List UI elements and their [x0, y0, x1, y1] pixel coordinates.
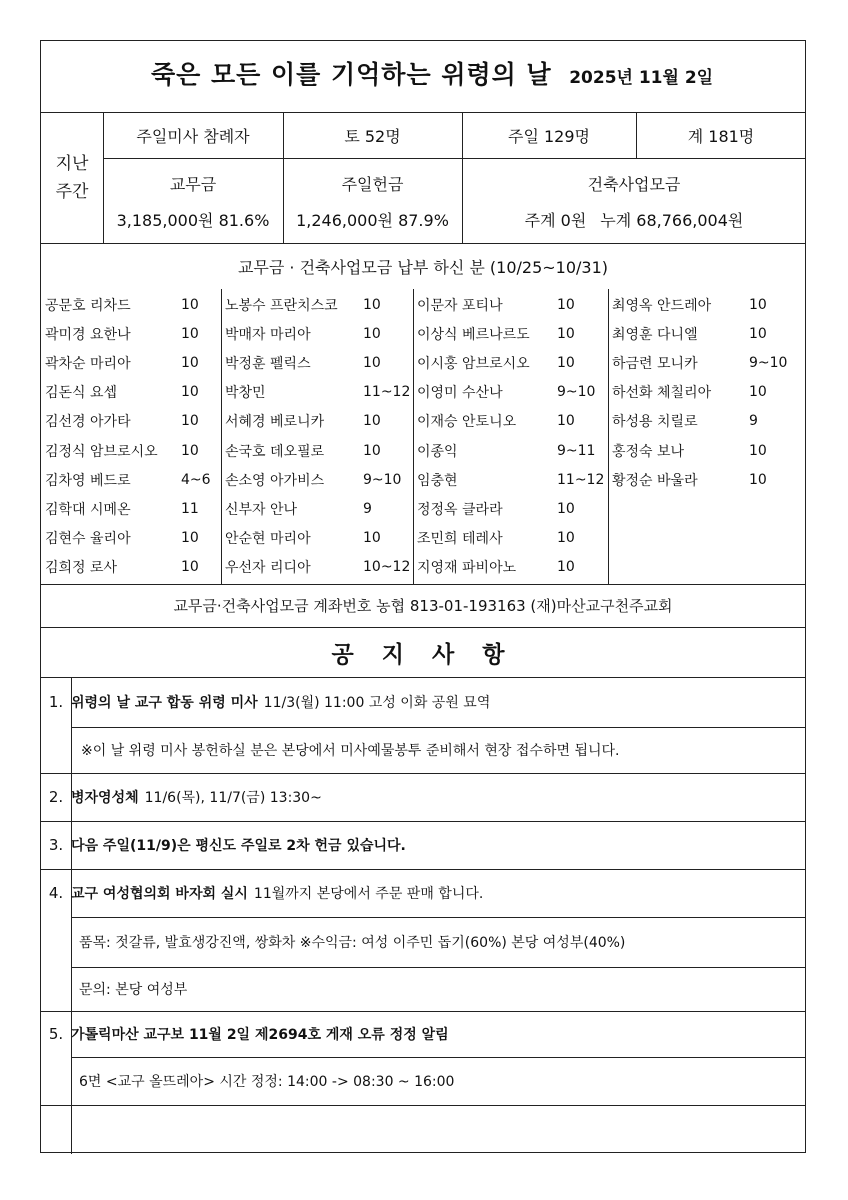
donor-amount: 10 [363, 442, 381, 459]
account-info: 교무금·건축사업모금 계좌번호 농협 813-01-193163 (재)마산교구천주교회 [173, 597, 673, 615]
donor-entry [225, 465, 415, 494]
donor-entry [225, 319, 415, 348]
donor-name: 곽미경 요한나 [45, 326, 131, 343]
donor-entry [45, 553, 235, 582]
donor-amount: 10 [181, 442, 199, 459]
notice-number: 1. [48, 693, 64, 711]
donor-name: 안순현 마리아 [225, 531, 311, 548]
donor-name: 김선경 아가타 [45, 414, 131, 431]
donor-entry [612, 348, 802, 377]
donor-name: 이영미 수산나 [417, 385, 503, 402]
offering-label: 주일헌금 [341, 174, 404, 194]
donor-amount: 9 [749, 413, 758, 430]
donor-name: 조민희 테레사 [417, 531, 503, 548]
label-line2: 주간 [55, 182, 89, 202]
donor-name: 김현수 율리아 [45, 531, 131, 548]
donor-entry [45, 348, 235, 377]
donor-entry [225, 290, 415, 319]
attendance-label: 주일미사 참례자 [136, 126, 250, 146]
notice-1-sub: ※이 날 위령 미사 봉헌하실 분은 본당에서 미사예물봉투 준비해서 현장 접수하면 됩니다. [81, 743, 620, 759]
donor-entry [45, 494, 235, 523]
bulletin-title [151, 55, 713, 91]
donor-entry [417, 290, 607, 319]
attendance-total: 계 181명 [687, 126, 755, 146]
notice-2-title: 병자영성체 [71, 790, 139, 806]
donor-amount: 10 [749, 296, 767, 313]
donor-entry [225, 407, 415, 436]
donor-entry [225, 436, 415, 465]
donor-name: 이종익 [417, 443, 458, 460]
title-text: 죽은 모든 이를 기억하는 위령의 날 [151, 60, 552, 89]
donor-name: 김희정 로사 [45, 560, 118, 577]
donor-amount: 11 [181, 500, 199, 517]
donor-amount: 10 [749, 442, 767, 459]
donor-name: 공문호 리차드 [45, 297, 131, 314]
donors-heading: 교무금 · 건축사업모금 납부 하신 분 (10/25~10/31) [237, 257, 609, 277]
donor-entry [612, 378, 802, 407]
donor-name: 최영옥 안드레아 [612, 297, 712, 314]
donor-name: 박창민 [225, 385, 266, 402]
donor-name: 이문자 포티나 [417, 297, 503, 314]
donor-entry [45, 378, 235, 407]
notice-3 [71, 821, 406, 869]
notice-number: 2. [48, 788, 64, 806]
donor-entry [417, 553, 607, 582]
notice-5 [71, 1011, 449, 1057]
donor-amount: 10 [363, 530, 381, 547]
donor-amount: 11~12 [557, 471, 605, 488]
donor-amount: 9~10 [749, 354, 788, 371]
donor-entry [612, 436, 802, 465]
label-line1: 지난 [55, 154, 89, 174]
donor-entry [225, 494, 415, 523]
donor-entry [45, 524, 235, 553]
donor-name: 지영재 파비아노 [417, 560, 517, 577]
notice-4-title: 교구 여성협의회 바자회 실시 [71, 886, 248, 902]
donor-name: 이재승 안토니오 [417, 414, 517, 431]
donor-name: 신부자 안나 [225, 501, 298, 518]
donor-amount: 11~12 [363, 384, 411, 401]
donor-name: 이상식 베르나르도 [417, 326, 530, 343]
donor-entry [45, 407, 235, 436]
donor-entry [612, 465, 802, 494]
donor-entry [417, 378, 607, 407]
notice-3-title: 다음 주일(11/9)은 평신도 주일로 2차 헌금 있습니다. [71, 838, 406, 854]
offering-value: 1,246,000원 87.9% [296, 210, 449, 230]
building-values [462, 201, 806, 237]
donor-name: 손소영 아가비스 [225, 472, 325, 489]
donor-entry [417, 524, 607, 553]
donor-amount: 9~10 [363, 471, 402, 488]
donor-amount: 10 [557, 354, 575, 371]
donor-amount: 10 [181, 384, 199, 401]
building-label: 건축사업모금 [587, 174, 681, 194]
dues-value: 3,185,000원 81.6% [116, 210, 270, 230]
notice-1-title: 위령의 날 교구 합동 위령 미사 [71, 695, 258, 711]
last-week-label [41, 113, 103, 243]
donor-entry [45, 290, 235, 319]
notice-number: 3. [48, 836, 64, 854]
dues-label: 교무금 [169, 174, 217, 194]
donor-name: 이시홍 암브로시오 [417, 355, 530, 372]
donor-amount: 10 [749, 384, 767, 401]
donor-entry [417, 348, 607, 377]
donor-name: 김돈식 요셉 [45, 385, 118, 402]
notice-4 [71, 869, 483, 917]
title-date: 2025년 11월 2일 [569, 68, 714, 88]
donor-amount: 10 [181, 413, 199, 430]
notice-2-detail: 11/6(목), 11/7(금) 13:30~ [144, 790, 322, 806]
donor-entry [45, 465, 235, 494]
donor-entry [225, 348, 415, 377]
donor-amount: 10 [181, 296, 199, 313]
notice-number: 4. [48, 884, 64, 902]
donor-name: 박매자 마리아 [225, 326, 311, 343]
donor-amount: 10 [557, 559, 575, 576]
donor-name: 김학대 시메온 [45, 501, 131, 518]
donor-entry [45, 319, 235, 348]
donor-name: 김정식 암브로시오 [45, 443, 158, 460]
donor-amount: 10 [749, 471, 767, 488]
donor-name: 임충현 [417, 472, 458, 489]
building-week: 주계 0원 [524, 210, 587, 230]
donor-amount: 10 [363, 325, 381, 342]
donor-amount: 10 [557, 413, 575, 430]
donor-entry [612, 407, 802, 436]
donor-entry [417, 407, 607, 436]
donor-amount: 10 [557, 325, 575, 342]
notice-1 [71, 677, 490, 727]
donor-name: 하선화 체칠리아 [612, 385, 712, 402]
notice-4-contact: 문의: 본당 여성부 [79, 982, 188, 998]
donor-entry [225, 378, 415, 407]
notice-5-title: 가톨릭마산 교구보 11월 2일 제2694호 게재 오류 정정 알림 [71, 1027, 449, 1043]
donor-amount: 10 [181, 559, 199, 576]
donor-name: 최영훈 다니엘 [612, 326, 698, 343]
notice-4-detail: 11월까지 본당에서 주문 판매 합니다. [253, 886, 484, 902]
donor-name: 서혜경 베로니카 [225, 414, 325, 431]
attendance-sun: 주일 129명 [508, 126, 590, 146]
donor-amount: 10 [181, 530, 199, 547]
donor-entry [417, 436, 607, 465]
notice-5-sub: 6면 <교구 올뜨레아> 시간 정정: 14:00 -> 08:30 ~ 16:00 [79, 1074, 455, 1090]
donor-name: 하금련 모니카 [612, 355, 698, 372]
donor-entry [225, 524, 415, 553]
donor-name: 손국호 데오필로 [225, 443, 325, 460]
donor-entry [45, 436, 235, 465]
donor-amount: 10 [749, 325, 767, 342]
divider [41, 243, 805, 244]
donor-amount: 9~11 [557, 442, 596, 459]
donor-amount: 9~10 [557, 384, 596, 401]
notices-title: 공 지 사 항 [331, 641, 515, 668]
donor-amount: 10 [363, 413, 381, 430]
donor-amount: 10 [181, 325, 199, 342]
notice-4-items: 품목: 젓갈류, 발효생강진액, 쌍화차 ※수익금: 여성 이주민 돕기(60%) 본당 여성부(40%) [79, 935, 626, 951]
donor-name: 홍정숙 보나 [612, 443, 685, 460]
donor-amount: 10 [363, 296, 381, 313]
donor-name: 박정훈 펠릭스 [225, 355, 311, 372]
donor-name: 정정옥 클라라 [417, 501, 503, 518]
donor-entry [612, 319, 802, 348]
divider [103, 158, 805, 159]
donor-entry [417, 465, 607, 494]
donor-amount: 10 [363, 354, 381, 371]
donor-entry [417, 319, 607, 348]
donor-name: 황정순 바울라 [612, 472, 698, 489]
divider [41, 1105, 805, 1106]
divider [608, 289, 609, 584]
donor-entry [417, 494, 607, 523]
donor-amount: 10 [557, 500, 575, 517]
building-total: 누계 68,766,004원 [600, 210, 744, 230]
donor-name: 우선자 리디아 [225, 560, 311, 577]
donor-entry [612, 290, 802, 319]
donor-entry [225, 553, 415, 582]
donor-amount: 9 [363, 500, 372, 517]
bulletin-frame [40, 40, 806, 1153]
notice-number: 5. [48, 1025, 64, 1043]
donor-amount: 10~12 [363, 559, 411, 576]
notice-2 [71, 773, 322, 821]
donor-name: 노봉수 프란치스코 [225, 297, 338, 314]
donor-name: 하성용 치릴로 [612, 414, 698, 431]
donor-amount: 10 [181, 354, 199, 371]
donor-name: 김차영 베드로 [45, 472, 131, 489]
donor-amount: 10 [557, 530, 575, 547]
attendance-sat: 토 52명 [344, 126, 401, 146]
donor-amount: 4~6 [181, 471, 211, 488]
donor-amount: 10 [557, 296, 575, 313]
donor-name: 곽차순 마리아 [45, 355, 131, 372]
notice-1-detail: 11/3(월) 11:00 고성 이화 공원 묘역 [263, 695, 491, 711]
